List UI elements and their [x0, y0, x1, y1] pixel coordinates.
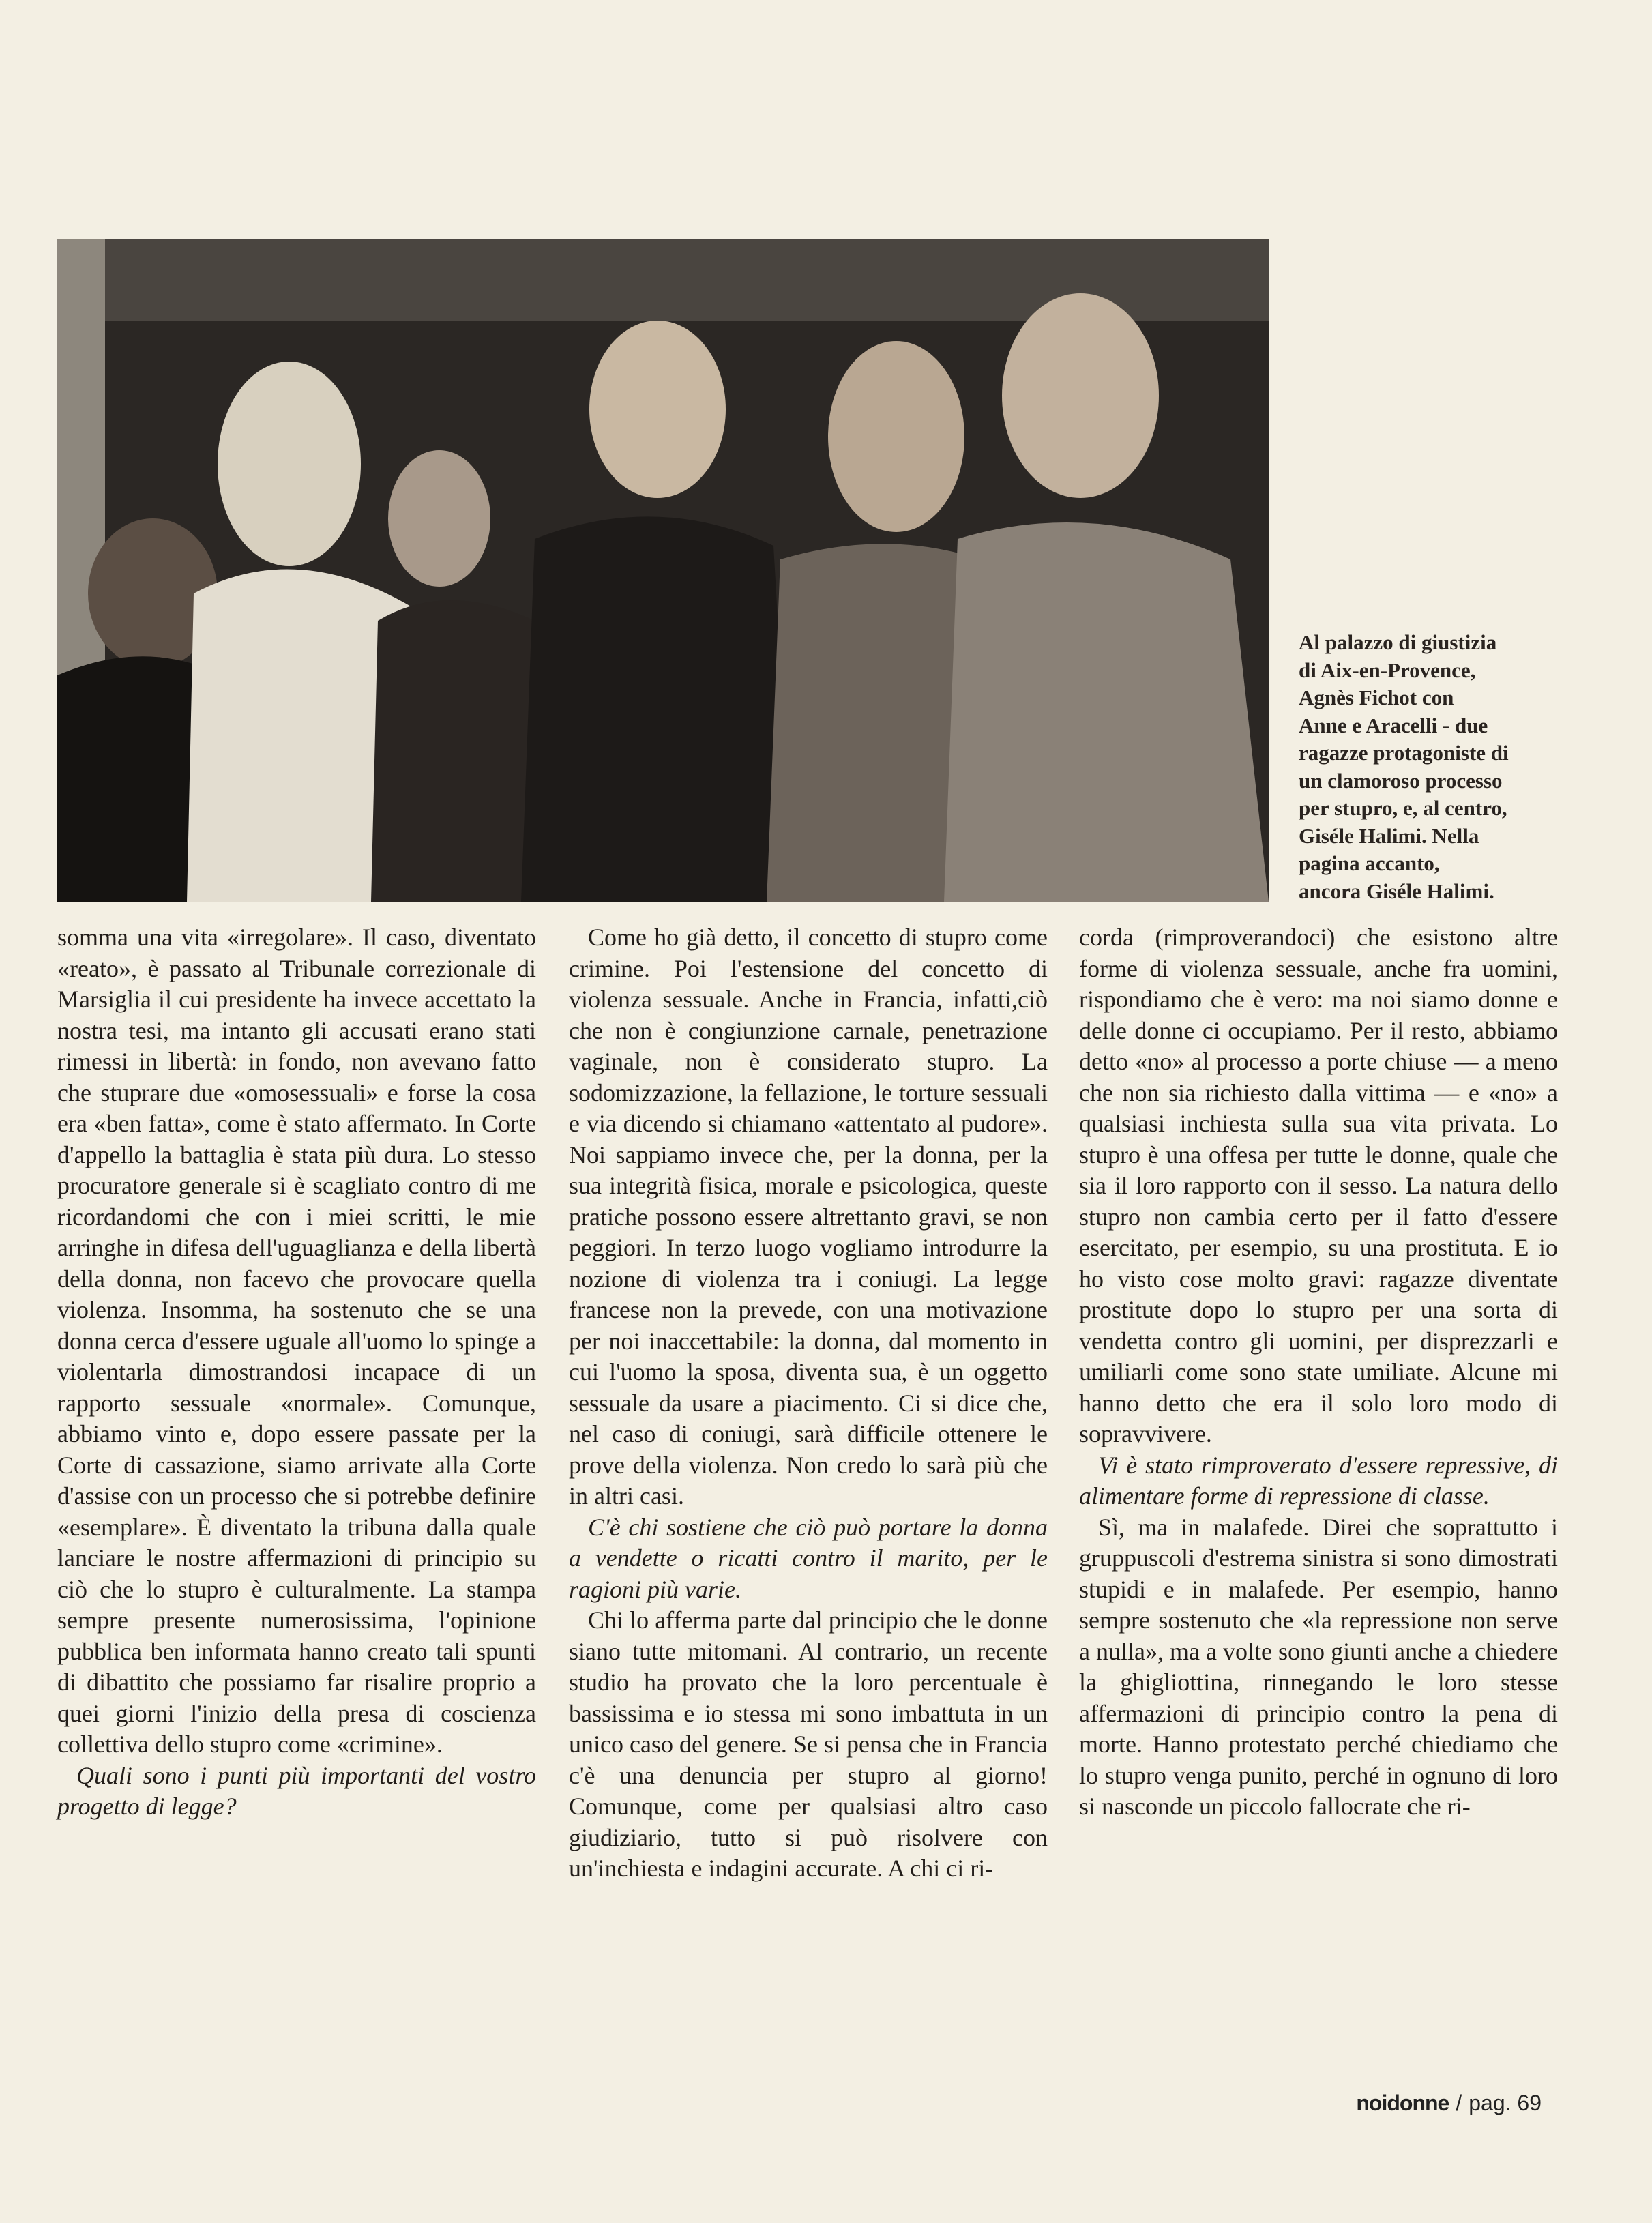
caption-line: ragazze protagoniste di: [1299, 741, 1509, 765]
page-footer: [1356, 2091, 1542, 2116]
caption-line: ancora Giséle Halimi.: [1299, 879, 1494, 903]
interview-question: Quali sono i punti più importanti del vostro progetto di legge?: [57, 1761, 536, 1820]
paragraph: Come ho già detto, il concetto di stupro come crimine. Poi l'estensione del concetto di violenza sessuale. Anche in Francia, infatti,ciò che non è congiunzione carnale, penetrazione vaginale, non è considerato stupro. La sodomizzazione, la fellazione, le torture sessuali e via dicendo si chiamano «attentato al pudore». Noi sappiamo invece che, per la donna, per la sua integrità fisica, morale e psicologica, queste pratiche possono essere altrettanto gravi, se non peggiori. In terzo luogo vogliamo introdurre la nozione di violenza tra i coniugi. La legge francese non la prevede, con una motivazione per noi inaccettabile: la donna, dal momento in cui l'uomo la sposa, diventa sua, è un oggetto sessuale da usare a piacimento. Ci si dice che, nel caso di coniugi, sarà difficile ottenere le prove della violenza. Non credo lo sarà più che in altri casi.: [569, 924, 1048, 1510]
paragraph: Chi lo afferma parte dal principio che le donne siano tutte mitomani. Al contrario, un recente studio ha provato che la loro percentuale è bassissima e io stessa mi sono imbattuta in un unico caso del genere. Se si pensa che in Francia c'è una denuncia per stupro al giorno! Comunque, come per qualsiasi altro caso giudiziario, tutto si può risolvere con un'inchiesta e indagini accurate. A chi ci ri-: [569, 1606, 1048, 1882]
footer-separator: /: [1456, 2091, 1462, 2115]
interview-question: C'è chi sostiene che ciò può portare la donna a vendette o ricatti contro il marito, per le ragioni più varie.: [569, 1513, 1048, 1603]
caption-line: un clamoroso processo: [1299, 768, 1503, 793]
text-column-1: [57, 922, 536, 1823]
caption-line: per stupro, e, al centro,: [1299, 796, 1507, 820]
caption-line: Giséle Halimi. Nella: [1299, 823, 1479, 848]
caption-line: Al palazzo di giustizia: [1299, 630, 1497, 654]
paragraph: corda (rimproverandoci) che esistono altre forme di violenza sessuale, anche fra uomini, rispondiamo che è vero: ma noi siamo donne e delle donne ci occupiamo. Per il resto, abbiamo detto «no» al processo a porte chiuse — a meno che non sia richiesto dalla vittima — e «no» a qualsiasi inchiesta sulla sua vita privata. Lo stupro è una offesa per tutte le donne, quale che sia il loro rapporto con il sesso. La natura dello stupro non cambia certo per il fatto d'essere esercitato, per esempio, su una prostituta. E io ho visto cose molto gravi: ragazze diventate prostitute dopo lo stupro per una sorta di vendetta contro gli uomini, per disprezzarli e umiliarli come sono state umiliate. Alcune mi hanno detto che era il solo loro modo di sopravvivere.: [1079, 924, 1558, 1447]
page-number: pag. 69: [1469, 2091, 1542, 2115]
text-column-3: [1079, 922, 1558, 1823]
caption-line: pagina accanto,: [1299, 851, 1440, 875]
photo-caption: [1299, 629, 1585, 905]
magazine-brand: noidonne: [1356, 2091, 1449, 2115]
caption-line: Agnès Fichot con: [1299, 686, 1454, 709]
news-photo: [57, 239, 1269, 902]
paragraph: somma una vita «irregolare». Il caso, diventato «reato», è passato al Tribunale correzionale di Marsiglia il cui presidente ha invece accettato la nostra tesi, ma intanto gli accusati erano stati rimessi in libertà: in fondo, non avevano fatto che stuprare due «omosessuali» e forse la cosa era «ben fatta», come è stato affermato. In Corte d'appello la battaglia è stata più dura. Lo stesso procuratore generale si è scagliato contro di me ricordandomi che con i miei scritti, le mie arringhe in difesa dell'uguaglianza e della libertà della donna, non facevo che provocare quella violenza. Insomma, ha sostenuto che se una donna cerca d'essere uguale all'uomo lo spinge a violentarla dimostrandosi incapace di un rapporto sessuale «normale». Comunque, abbiamo vinto e, dopo essere passate per la Corte di cassazione, siamo arrivate alla Corte d'assise con un processo che si potrebbe definire «esemplare». È diventato la tribuna dalla quale lanciare le nostre affermazioni di principio su ciò che lo stupro è culturalmente. La stampa sempre presente numerosissima, l'opinione pubblica ben informata hanno creato tali spunti di dibattito che possiamo far risalire proprio a quei giorni l'inizio della presa di coscienza collettiva dello stupro come «crimine».: [57, 924, 536, 1758]
text-column-2: [569, 922, 1048, 1885]
paragraph: Sì, ma in malafede. Direi che soprattutto i gruppuscoli d'estrema sinistra si sono dimostrati stupidi e in malafede. Per esempio, hanno sempre sostenuto che «la repressione non serve a nulla», ma a volte sono giunti anche a chiedere la ghigliottina, rinnegando le loro stesse affermazioni di principio contro la pena di morte. Hanno protestato perché chiediamo che lo stupro venga punito, perché in ognuno di loro si nasconde un piccolo fallocrate che ri-: [1079, 1513, 1558, 1820]
interview-question: Vi è stato rimproverato d'essere repressive, di alimentare forme di repressione di classe.: [1079, 1451, 1558, 1510]
photograph-icon: [57, 239, 1269, 902]
caption-line: di Aix-en-Provence,: [1299, 658, 1476, 682]
caption-line: Anne e Aracelli - due: [1299, 713, 1488, 737]
